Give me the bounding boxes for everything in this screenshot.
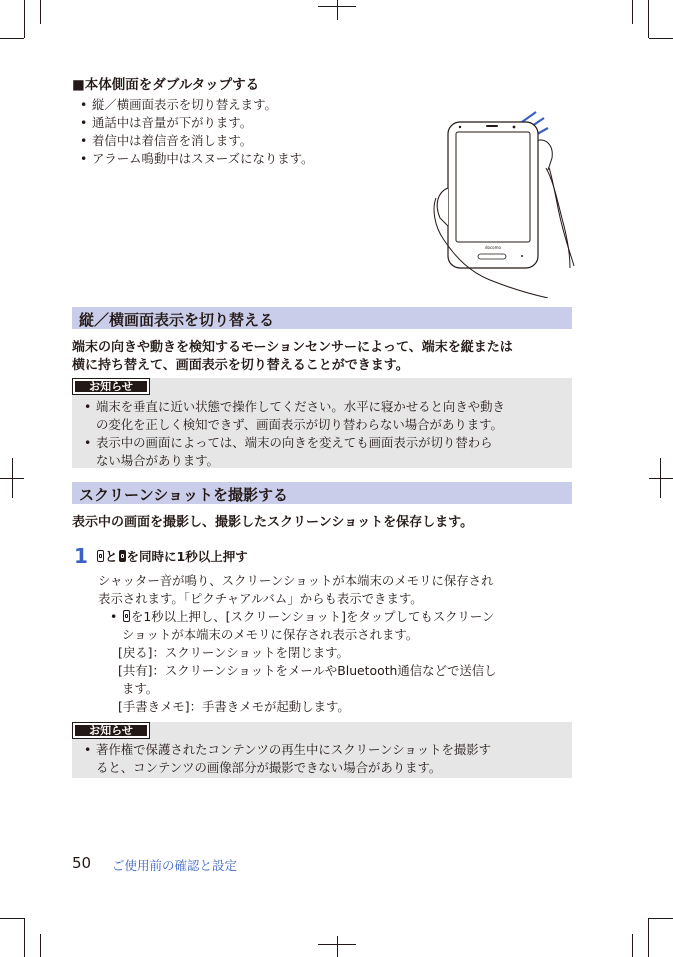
option-handwriting: [手書きメモ]：手書きメモが起動します。 <box>118 699 350 714</box>
note-item-line2: ると、コンテンツの画像部分が撮影できない場合があります。 <box>96 760 442 775</box>
note-item-line1: • 著作権で保護されたコンテンツの再生中にスクリーンショットを撮影す <box>96 741 491 759</box>
note-item-line2: ない場合があります。 <box>96 453 219 468</box>
note-item-line1: • 表示中の画面によっては、端末の向きを変えても画面表示が切り替わら <box>96 434 493 452</box>
screenshot-section-title: スクリーンショットを撮影する <box>79 486 289 504</box>
option-share: [共有]：スクリーンショットをメールやBluetooth通信などで送信し <box>118 663 497 678</box>
orientation-intro-line2: 横に持ち替えて、画面表示を切り替えることができます。 <box>72 358 409 373</box>
note-label-tag <box>72 378 150 395</box>
note-label: お知らせ <box>75 381 147 392</box>
option-back: [戻る]：スクリーンショットを閉じます。 <box>118 645 349 660</box>
step-connector: と <box>105 549 118 564</box>
bullet-item: • 通話中は音量が下がります。 <box>92 114 252 132</box>
note-label: お知らせ <box>75 725 147 736</box>
volume-down-key-icon <box>119 550 126 562</box>
note-item-line2: の変化を正しく検知できず、画面表示が切り替わらない場合があります。 <box>96 417 503 432</box>
bullet-item: • アラーム鳴動中はスヌーズになります。 <box>92 150 313 168</box>
step-desc-line2: 表示されます。「ピクチャアルバム」からも表示できます。 <box>98 591 423 606</box>
step-number: 1 <box>74 544 88 568</box>
step-instruction <box>96 547 248 565</box>
page-number: 50 <box>72 854 92 872</box>
phone-brand-label: docomo <box>485 245 501 250</box>
note-label-tag <box>72 722 150 739</box>
orientation-intro-line1: 端末の向きや動きを検知するモーションセンサーによって、端末を縦または <box>72 340 513 355</box>
orientation-section-title: 縦／横画面表示を切り替える <box>79 311 275 329</box>
phone-hand-illustration <box>430 108 575 298</box>
screenshot-section-header <box>72 482 572 504</box>
screenshot-note-box <box>72 722 572 778</box>
power-key-icon <box>97 550 104 562</box>
phone-screen <box>456 132 530 242</box>
double-tap-title: ■本体側面をダブルタップする <box>72 77 260 93</box>
power-key-icon <box>123 610 130 622</box>
orientation-note-box <box>72 378 572 468</box>
bullet-item: • 着信中は着信音を消します。 <box>92 132 252 150</box>
chapter-title: ご使用前の確認と設定 <box>112 858 238 873</box>
bullet-item: • 縦／横画面表示を切り替えます。 <box>92 96 277 114</box>
orientation-section-header <box>72 307 572 329</box>
sub-bullet-line1: • を1秒以上押し、[スクリーンショット]をタップしてもスクリーン <box>122 608 494 626</box>
step-desc-line1: シャッター音が鳴り、スクリーンショットが本端末のメモリに保存され <box>98 573 494 588</box>
note-item-line1: • 端末を垂直に近い状態で操作してください。水平に寝かせると向きや動き <box>96 398 505 416</box>
option-share-cont: ます。 <box>122 681 159 696</box>
screenshot-intro: 表示中の画面を撮影し、撮影したスクリーンショットを保存します。 <box>72 515 474 530</box>
step-text: を同時に1秒以上押す <box>126 549 248 564</box>
sub-bullet-line2: ショットが本端末のメモリに保存され表示されます。 <box>122 627 419 642</box>
